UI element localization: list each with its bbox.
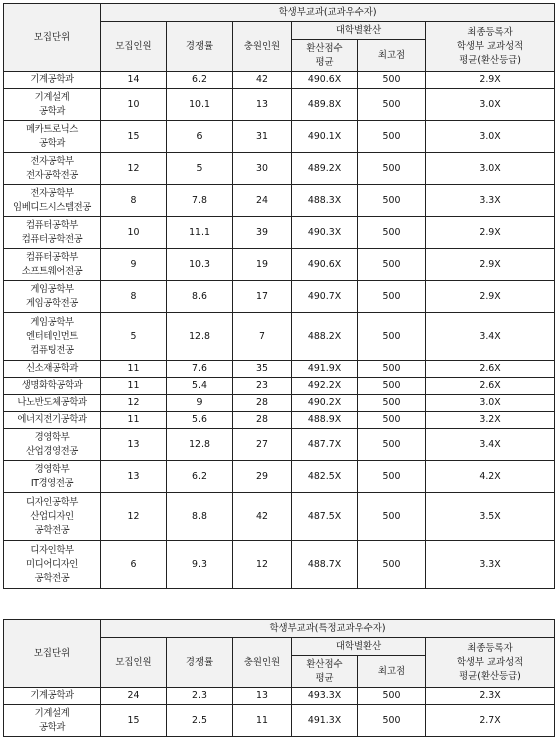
grade-cell: 3.4X (426, 313, 555, 361)
dept-cell: 게임공학부 엔터테인먼트 컴퓨팅전공 (4, 313, 101, 361)
ratio-cell: 7.8 (167, 185, 233, 217)
table-row (4, 541, 555, 589)
grade-cell: 3.0X (426, 395, 555, 412)
avg-score-cell: 488.7X (292, 541, 358, 589)
dept-cell: 전자공학부 전자공학전공 (4, 153, 101, 185)
table-row (4, 89, 555, 121)
quota-cell: 15 (101, 121, 167, 153)
dept-cell: 디자인공학부 산업디자인 공학전공 (4, 493, 101, 541)
max-score-cell: 500 (358, 493, 426, 541)
avg-score-cell: 490.1X (292, 121, 358, 153)
extra-cell: 28 (233, 412, 292, 429)
avg-score-cell: 491.9X (292, 361, 358, 378)
header-dept: 모집단위 (4, 620, 101, 688)
grade-cell: 2.9X (426, 281, 555, 313)
grade-cell: 3.0X (426, 89, 555, 121)
extra-cell: 23 (233, 378, 292, 395)
avg-score-cell: 490.2X (292, 395, 358, 412)
quota-cell: 8 (101, 185, 167, 217)
header-max-score: 최고점 (358, 656, 426, 688)
avg-score-cell: 482.5X (292, 461, 358, 493)
table-row (4, 72, 555, 89)
max-score-cell: 500 (358, 121, 426, 153)
grade-cell: 2.7X (426, 705, 555, 737)
avg-score-cell: 490.6X (292, 249, 358, 281)
header-quota: 모집인원 (101, 22, 167, 72)
avg-score-cell: 488.9X (292, 412, 358, 429)
header-group: 학생부교과(교과우수자) (101, 4, 555, 22)
avg-score-cell: 491.3X (292, 705, 358, 737)
quota-cell: 8 (101, 281, 167, 313)
header-avg-score: 환산점수 평균 (292, 656, 358, 688)
grade-cell: 3.0X (426, 121, 555, 153)
quota-cell: 14 (101, 72, 167, 89)
dept-cell: 경영학부 산업경영전공 (4, 429, 101, 461)
avg-score-cell: 490.3X (292, 217, 358, 249)
ratio-cell: 5.6 (167, 412, 233, 429)
quota-cell: 9 (101, 249, 167, 281)
extra-cell: 31 (233, 121, 292, 153)
extra-cell: 12 (233, 541, 292, 589)
avg-score-cell: 489.2X (292, 153, 358, 185)
header-final-grade: 최종등록자 학생부 교과성적 평균(환산등급) (426, 22, 555, 72)
quota-cell: 6 (101, 541, 167, 589)
avg-score-cell: 490.6X (292, 72, 358, 89)
ratio-cell: 9.3 (167, 541, 233, 589)
table-row (4, 153, 555, 185)
table-row (4, 217, 555, 249)
extra-cell: 19 (233, 249, 292, 281)
dept-cell: 나노반도체공학과 (4, 395, 101, 412)
header-conversion: 대학별환산 (292, 638, 426, 656)
extra-cell: 13 (233, 89, 292, 121)
ratio-cell: 11.1 (167, 217, 233, 249)
quota-cell: 24 (101, 688, 167, 705)
extra-cell: 42 (233, 493, 292, 541)
max-score-cell: 500 (358, 705, 426, 737)
max-score-cell: 500 (358, 153, 426, 185)
grade-cell: 2.9X (426, 72, 555, 89)
ratio-cell: 8.8 (167, 493, 233, 541)
quota-cell: 11 (101, 361, 167, 378)
table-row (4, 361, 555, 378)
grade-cell: 4.2X (426, 461, 555, 493)
ratio-cell: 5.4 (167, 378, 233, 395)
table-row (4, 313, 555, 361)
extra-cell: 17 (233, 281, 292, 313)
max-score-cell: 500 (358, 217, 426, 249)
extra-cell: 35 (233, 361, 292, 378)
dept-cell: 전자공학부 임베디드시스템전공 (4, 185, 101, 217)
quota-cell: 5 (101, 313, 167, 361)
admission-table-1 (3, 3, 555, 589)
ratio-cell: 8.6 (167, 281, 233, 313)
avg-score-cell: 488.3X (292, 185, 358, 217)
ratio-cell: 7.6 (167, 361, 233, 378)
grade-cell: 3.0X (426, 153, 555, 185)
max-score-cell: 500 (358, 461, 426, 493)
table-2-body (4, 688, 555, 737)
quota-cell: 10 (101, 89, 167, 121)
max-score-cell: 500 (358, 688, 426, 705)
table-row (4, 281, 555, 313)
max-score-cell: 500 (358, 281, 426, 313)
dept-cell: 컴퓨터공학부 컴퓨터공학전공 (4, 217, 101, 249)
header-max-score: 최고점 (358, 40, 426, 72)
grade-cell: 3.3X (426, 541, 555, 589)
dept-cell: 기계공학과 (4, 72, 101, 89)
quota-cell: 12 (101, 493, 167, 541)
avg-score-cell: 493.3X (292, 688, 358, 705)
grade-cell: 2.6X (426, 361, 555, 378)
extra-cell: 39 (233, 217, 292, 249)
max-score-cell: 500 (358, 89, 426, 121)
max-score-cell: 500 (358, 249, 426, 281)
quota-cell: 12 (101, 395, 167, 412)
ratio-cell: 5 (167, 153, 233, 185)
header-ratio: 경쟁률 (167, 638, 233, 688)
header-group: 학생부교과(특정교과우수자) (101, 620, 555, 638)
table-1-body (4, 72, 555, 589)
ratio-cell: 12.8 (167, 313, 233, 361)
admission-table-2 (3, 619, 555, 737)
table-row (4, 493, 555, 541)
max-score-cell: 500 (358, 185, 426, 217)
avg-score-cell: 490.7X (292, 281, 358, 313)
dept-cell: 신소재공학과 (4, 361, 101, 378)
grade-cell: 2.3X (426, 688, 555, 705)
header-dept: 모집단위 (4, 4, 101, 72)
table-row (4, 429, 555, 461)
quota-cell: 11 (101, 412, 167, 429)
grade-cell: 2.9X (426, 249, 555, 281)
ratio-cell: 6 (167, 121, 233, 153)
header-extra: 충원인원 (233, 22, 292, 72)
grade-cell: 2.9X (426, 217, 555, 249)
ratio-cell: 2.3 (167, 688, 233, 705)
ratio-cell: 6.2 (167, 72, 233, 89)
table-row (4, 378, 555, 395)
dept-cell: 에너지전기공학과 (4, 412, 101, 429)
grade-cell: 3.5X (426, 493, 555, 541)
quota-cell: 11 (101, 378, 167, 395)
table-row (4, 249, 555, 281)
extra-cell: 7 (233, 313, 292, 361)
ratio-cell: 6.2 (167, 461, 233, 493)
table-row (4, 705, 555, 737)
dept-cell: 생명화학공학과 (4, 378, 101, 395)
max-score-cell: 500 (358, 541, 426, 589)
quota-cell: 13 (101, 461, 167, 493)
table-row (4, 688, 555, 705)
avg-score-cell: 492.2X (292, 378, 358, 395)
extra-cell: 28 (233, 395, 292, 412)
dept-cell: 게임공학부 게임공학전공 (4, 281, 101, 313)
header-extra: 충원인원 (233, 638, 292, 688)
extra-cell: 24 (233, 185, 292, 217)
avg-score-cell: 487.5X (292, 493, 358, 541)
header-quota: 모집인원 (101, 638, 167, 688)
ratio-cell: 10.3 (167, 249, 233, 281)
table-row (4, 185, 555, 217)
table-row (4, 121, 555, 153)
header-final-grade: 최종등록자 학생부 교과성적 평균(환산등급) (426, 638, 555, 688)
ratio-cell: 2.5 (167, 705, 233, 737)
max-score-cell: 500 (358, 412, 426, 429)
extra-cell: 13 (233, 688, 292, 705)
max-score-cell: 500 (358, 313, 426, 361)
header-avg-score: 환산점수 평균 (292, 40, 358, 72)
avg-score-cell: 488.2X (292, 313, 358, 361)
extra-cell: 11 (233, 705, 292, 737)
max-score-cell: 500 (358, 429, 426, 461)
quota-cell: 13 (101, 429, 167, 461)
dept-cell: 기계설계 공학과 (4, 89, 101, 121)
table-row (4, 412, 555, 429)
table-row (4, 461, 555, 493)
ratio-cell: 12.8 (167, 429, 233, 461)
ratio-cell: 10.1 (167, 89, 233, 121)
quota-cell: 12 (101, 153, 167, 185)
dept-cell: 디자인학부 미디어디자인 공학전공 (4, 541, 101, 589)
max-score-cell: 500 (358, 378, 426, 395)
dept-cell: 메카트로닉스 공학과 (4, 121, 101, 153)
max-score-cell: 500 (358, 395, 426, 412)
ratio-cell: 9 (167, 395, 233, 412)
dept-cell: 컴퓨터공학부 소프트웨어전공 (4, 249, 101, 281)
grade-cell: 3.2X (426, 412, 555, 429)
extra-cell: 27 (233, 429, 292, 461)
avg-score-cell: 487.7X (292, 429, 358, 461)
max-score-cell: 500 (358, 361, 426, 378)
quota-cell: 10 (101, 217, 167, 249)
header-conversion: 대학별환산 (292, 22, 426, 40)
max-score-cell: 500 (358, 72, 426, 89)
header-ratio: 경쟁률 (167, 22, 233, 72)
grade-cell: 3.3X (426, 185, 555, 217)
extra-cell: 30 (233, 153, 292, 185)
grade-cell: 3.4X (426, 429, 555, 461)
dept-cell: 기계설계 공학과 (4, 705, 101, 737)
dept-cell: 경영학부 IT경영전공 (4, 461, 101, 493)
grade-cell: 2.6X (426, 378, 555, 395)
avg-score-cell: 489.8X (292, 89, 358, 121)
extra-cell: 42 (233, 72, 292, 89)
quota-cell: 15 (101, 705, 167, 737)
extra-cell: 29 (233, 461, 292, 493)
dept-cell: 기계공학과 (4, 688, 101, 705)
table-row (4, 395, 555, 412)
